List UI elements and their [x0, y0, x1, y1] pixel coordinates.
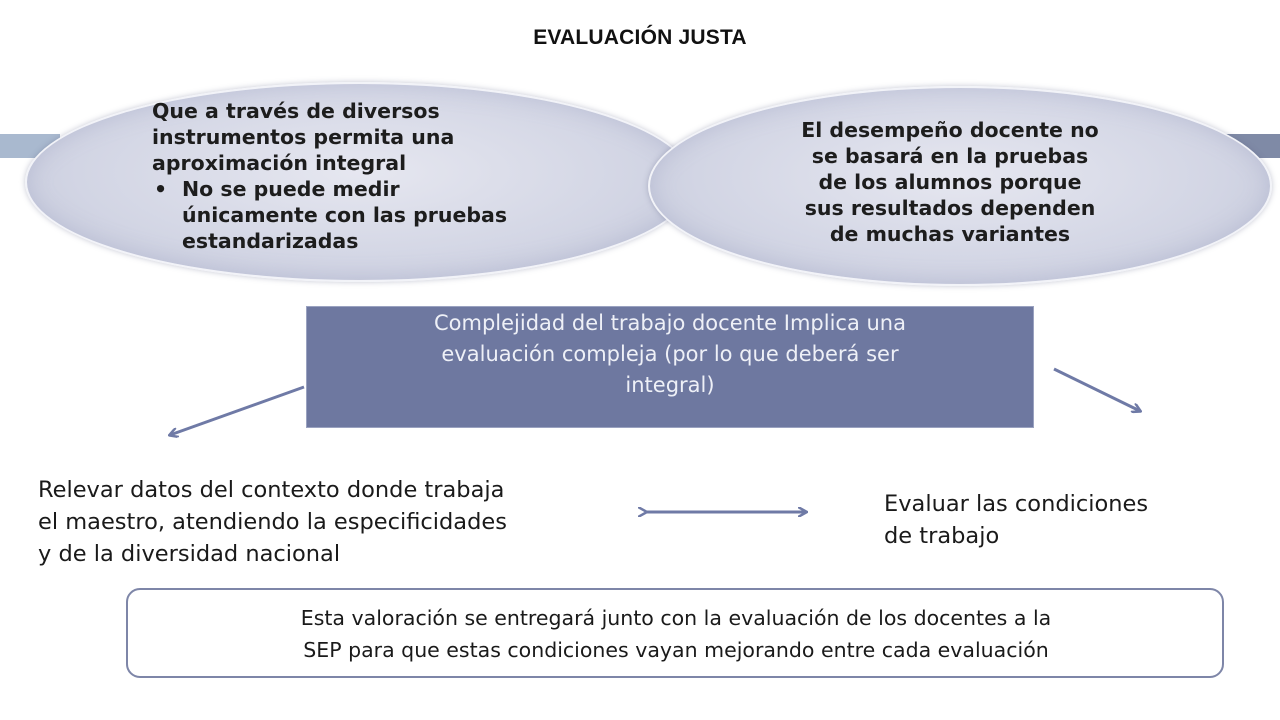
ellipse-right-line: sus resultados dependen	[804, 196, 1096, 220]
ellipse-right-line: El desempeño docente no	[801, 118, 1099, 142]
left-paragraph	[38, 474, 658, 570]
bullet-line: No se puede medir	[182, 177, 400, 201]
ellipse-right-line: se basará en la pruebas	[811, 144, 1089, 168]
bottom-note-line: Esta valoración se entregará junto con la evaluación de los docentes a la	[300, 606, 1052, 630]
bullet-line: estandarizadas	[182, 229, 359, 253]
left-paragraph-line: y de la diversidad nacional	[38, 541, 341, 567]
left-paragraph-line: el maestro, atendiendo la especificidades	[38, 509, 507, 535]
bottom-note-line: SEP para que estas condiciones vayan mejorando entre cada evaluación	[303, 638, 1049, 662]
arrow-down-right	[1054, 369, 1140, 411]
bullet-line: únicamente con las pruebas	[182, 203, 508, 227]
arrow-down-left	[170, 387, 304, 435]
ellipse-left-line: Que a través de diversos	[152, 99, 440, 123]
center-box-line: Complejidad del trabajo docente Implica una	[434, 311, 906, 335]
bottom-note-text	[136, 602, 1216, 666]
bullet-icon: •	[154, 177, 168, 201]
center-box-line: integral)	[625, 373, 715, 397]
ellipse-left-line: aproximación integral	[152, 151, 407, 175]
ellipse-left-line: instrumentos permita una	[152, 125, 455, 149]
ellipse-right-line: de muchas variantes	[829, 222, 1071, 246]
right-paragraph	[884, 488, 1264, 552]
ellipse-right-line: de los alumnos porque	[818, 170, 1082, 194]
right-paragraph-line: de trabajo	[884, 523, 1000, 549]
left-paragraph-line: Relevar datos del contexto donde trabaja	[38, 477, 505, 503]
slide-title: EVALUACIÓN JUSTA	[533, 26, 747, 49]
right-paragraph-line: Evaluar las condiciones	[884, 491, 1149, 517]
center-box-line: evaluación compleja (por lo que deberá ser	[441, 342, 899, 366]
